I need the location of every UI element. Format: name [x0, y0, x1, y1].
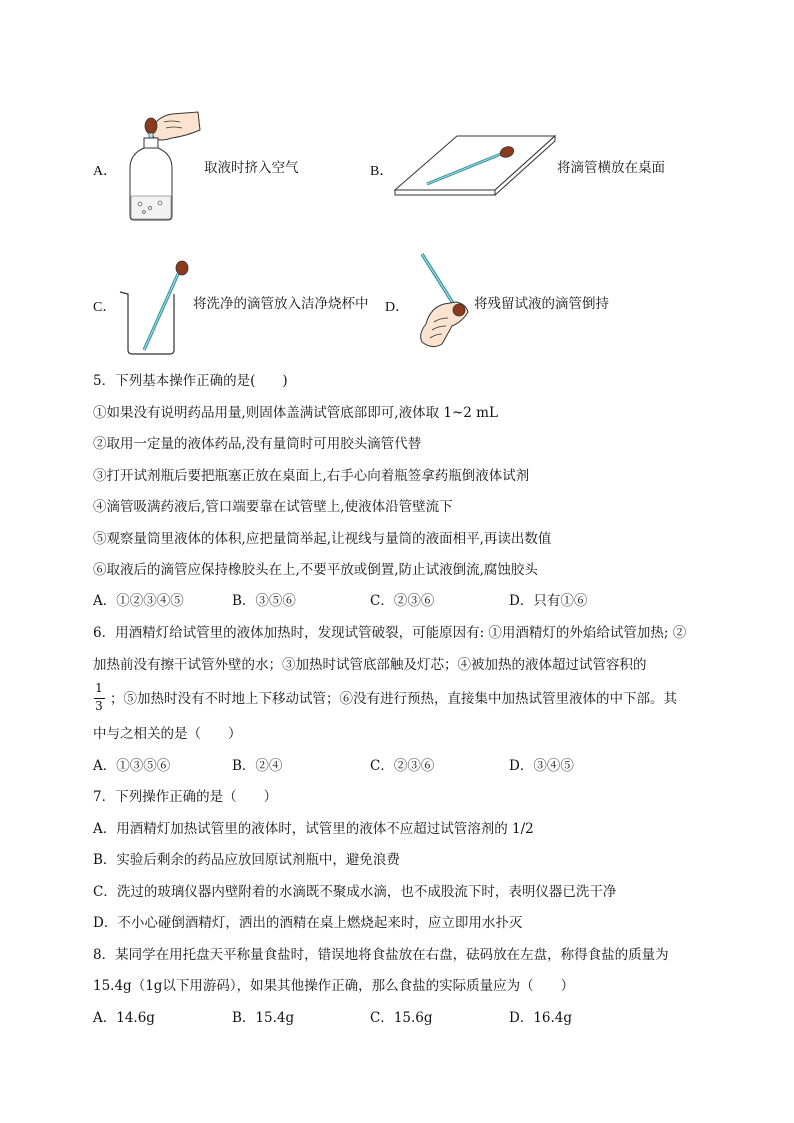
statement: ③打开试剂瓶后要把瓶塞正放在桌面上,右手心向着瓶签拿药瓶倒液体试剂 [93, 468, 530, 484]
statement: ④滴管吸满药液后,管口端要靠在试管壁上,使液体沿管壁流下 [93, 499, 453, 515]
question-stem-line: 中与之相关的是（ ） [93, 726, 242, 742]
dropper-bottle-illustration [120, 108, 200, 223]
option-letter: C． [93, 300, 117, 315]
option: A．①②③④⑤ [93, 593, 184, 609]
option-text: 取液时挤入空气 [204, 160, 299, 176]
statement: ②取用一定量的液体药品,没有量筒时可用胶头滴管代替 [93, 436, 422, 452]
option: D．不小心碰倒酒精灯，洒出的酒精在桌上燃烧起来时，应立即用水扑灭 [93, 915, 523, 931]
option-letter: D． [385, 300, 410, 315]
question-stem-line: ；⑤加热时没有不时地上下移动试管；⑥没有进行预热，直接集中加热试管里液体的中下部。其 [110, 691, 677, 707]
option: D．16.4g [509, 1010, 573, 1026]
dropper-in-beaker-illustration [118, 260, 193, 355]
option-letter: A． [93, 164, 118, 179]
inverted-dropper-in-hand-illustration [412, 252, 474, 352]
option-text: 将洗净的滴管放入洁净烧杯中 [193, 296, 369, 312]
question-stem: 5．下列基本操作正确的是( ) [93, 373, 288, 389]
option: C．②③⑥ [370, 593, 435, 609]
statement: ⑥取液后的滴管应保持橡胶头在上,不要平放或倒置,防止试液倒流,腐蚀胶头 [93, 562, 538, 578]
fraction-numerator: 1 [95, 681, 103, 695]
option: B．15.4g [232, 1010, 295, 1026]
question-stem-line: 加热前没有擦干试管外壁的水；③加热时试管底部触及灯芯；④被加热的液体超过试管容积的 [93, 657, 647, 673]
option: C．15.6g [370, 1010, 433, 1026]
statement: ①如果没有说明药品用量,则固体盖满试管底部即可,液体取 1~2 mL [93, 405, 498, 421]
option-text: 将滴管横放在桌面 [557, 160, 665, 176]
fraction-denominator: 3 [95, 699, 103, 713]
option-letter: B． [370, 164, 394, 179]
dropper-on-table-illustration [395, 132, 555, 197]
option: B．②④ [232, 758, 283, 774]
question-stem-line: 15.4g（1g以下用游码），如果其他操作正确，那么食盐的实际质量应为（ ） [93, 978, 575, 994]
option: B．实验后剩余的药品应放回原试剂瓶中，避免浪费 [93, 852, 400, 868]
question-stem-line: 6．用酒精灯给试管里的液体加热时，发现试管破裂，可能原因有: ①用酒精灯的外焰给试管加热; ② [93, 625, 687, 641]
option: B．③⑤⑥ [232, 593, 296, 609]
option: D．③④⑤ [509, 758, 574, 774]
option: A．用酒精灯加热试管里的液体时，试管里的液体不应超过试管溶剂的 1/2 [93, 821, 534, 837]
option: A．14.6g [93, 1010, 155, 1026]
statement: ⑤观察量筒里液体的体积,应把量筒举起,让视线与量筒的液面相平,再读出数值 [93, 531, 552, 547]
option-text: 将残留试液的滴管倒持 [474, 296, 609, 312]
option: C．洗过的玻璃仪器内壁附着的水滴既不聚成水滴，也不成股流下时，表明仪器已洗干净 [93, 884, 617, 900]
question-stem-line: 8．某同学在用托盘天平称量食盐时，错误地将食盐放在右盘，砝码放在左盘，称得食盐的质量为 [93, 947, 669, 963]
option: D．只有①⑥ [509, 593, 588, 609]
option: A．①③⑤⑥ [93, 758, 171, 774]
option: C．②③⑥ [370, 758, 435, 774]
question-stem: 7．下列操作正确的是（ ） [93, 789, 278, 805]
